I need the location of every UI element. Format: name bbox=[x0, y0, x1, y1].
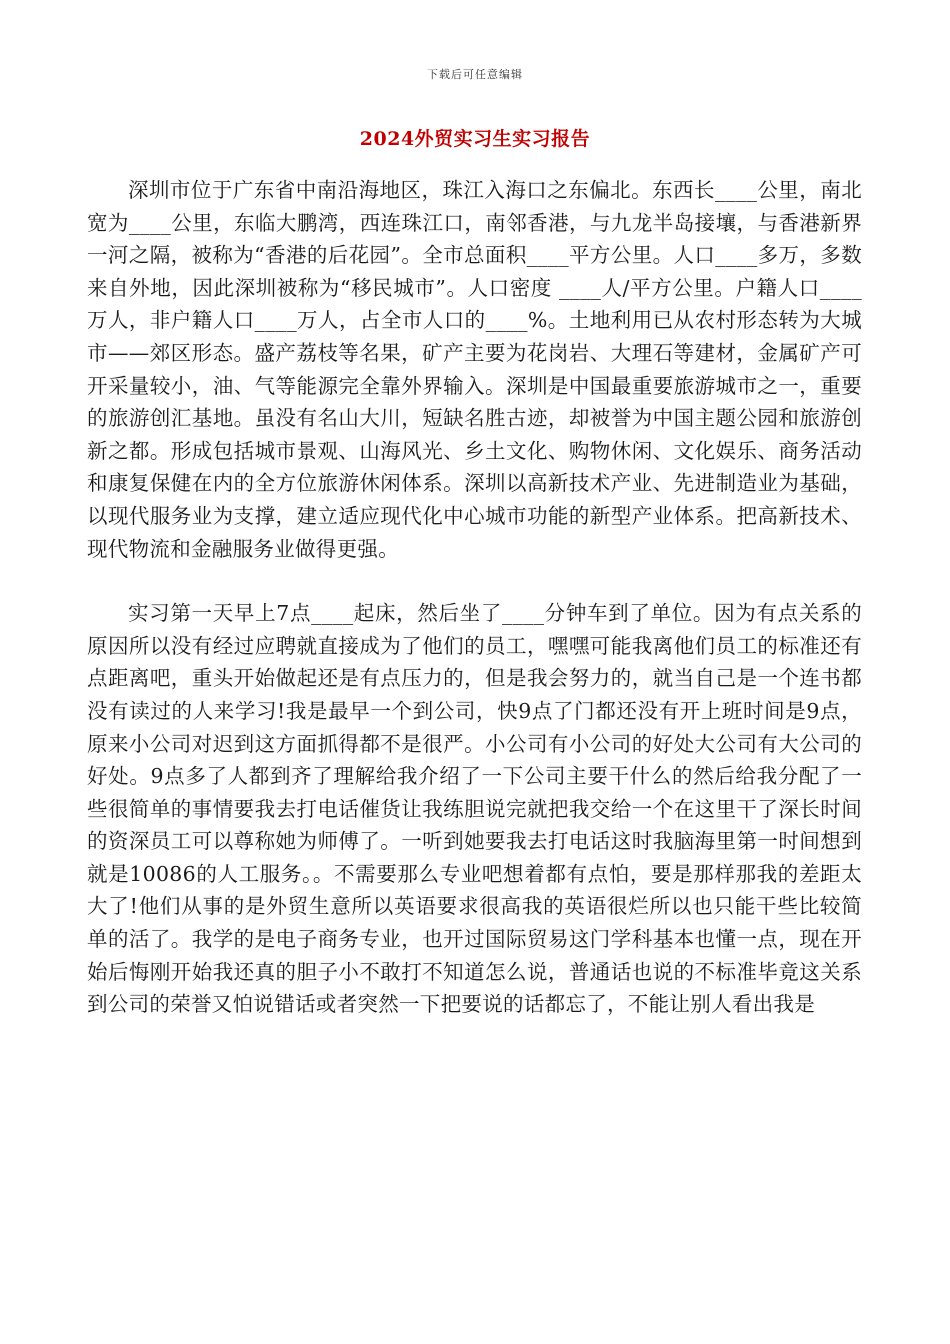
header-note: 下载后可任意编辑 bbox=[427, 68, 523, 81]
document-title: 2024外贸实习生实习报告 bbox=[359, 128, 591, 150]
document-body bbox=[87, 174, 862, 1021]
paragraph-internship-first-day: 实习第一天早上7点____起床，然后坐了____分钟车到了单位。因为有点关系的原因所以没有经过应聘就直接成为了他们的员工，嘿嘿可能我离他们员工的标准还有点距离吧，重头开始做起还是有点压力的，但是我会努力的，就当自己是一个连书都没有读过的人来学习!我是最早一个到公司，快9点了门都还没有开上班时间是9点，原来小公司对迟到这方面抓得都不是很严。小公司有小公司的好处大公司有大公司的好处。9点多了人都到齐了理解给我介绍了一下公司主要干什么的然后给我分配了一些很简单的事情要我去打电话催货让我练胆说完就把我交给一个在这里干了深长时间的资深员工可以尊称她为师傅了。一听到她要我去打电话这时我脑海里第一时间想到就是10086的人工服务。。不需要那么专业吧想着都有点怕，要是那样那我的差距太大了!他们从事的是外贸生意所以英语要求很高我的英语很烂所以也只能干些比较简单的活了。我学的是电子商务专业，也开过国际贸易这门学科基本也懂一点，现在开始后悔刚开始我还真的胆子小不敢打不知道怎么说，普通话也说的不标准毕竟这关系到公司的荣誉又怕说错话或者突然一下把要说的话都忘了，不能让别人看出我是 bbox=[87, 601, 862, 1017]
paragraph-shenzhen-overview: 深圳市位于广东省中南沿海地区，珠江入海口之东偏北。东西长____公里，南北宽为____公里，东临大鹏湾，西连珠江口，南邻香港，与九龙半岛接壤，与香港新界一河之隔，被称为“香港的后花园”。全市总面积____平方公里。人口____多万，多数来自外地，因此深圳被称为“移民城市”。人口密度 ____人/平方公里。户籍人口____万人，非户籍人口____万人，占全市人口的____%。土地利用已从农村形态转为大城市——郊区形态。盛产荔枝等名果，矿产主要为花岗岩、大理石等建材，金属矿产可开采量较小，油、气等能源完全靠外界输入。深圳是中国最重要旅游城市之一，重要的旅游创汇基地。虽没有名山大川，短缺名胜古迹，却被誉为中国主题公园和旅游创新之都。形成包括城市景观、山海风光、乡土文化、购物休闲、文化娱乐、商务活动和康复保健在内的全方位旅游休闲体系。深圳以高新技术产业、先进制造业为基础，以现代服务业为支撑，建立适应现代化中心城市功能的新型产业体系。把高新技术、现代物流和金融服务业做得更强。 bbox=[87, 178, 862, 561]
